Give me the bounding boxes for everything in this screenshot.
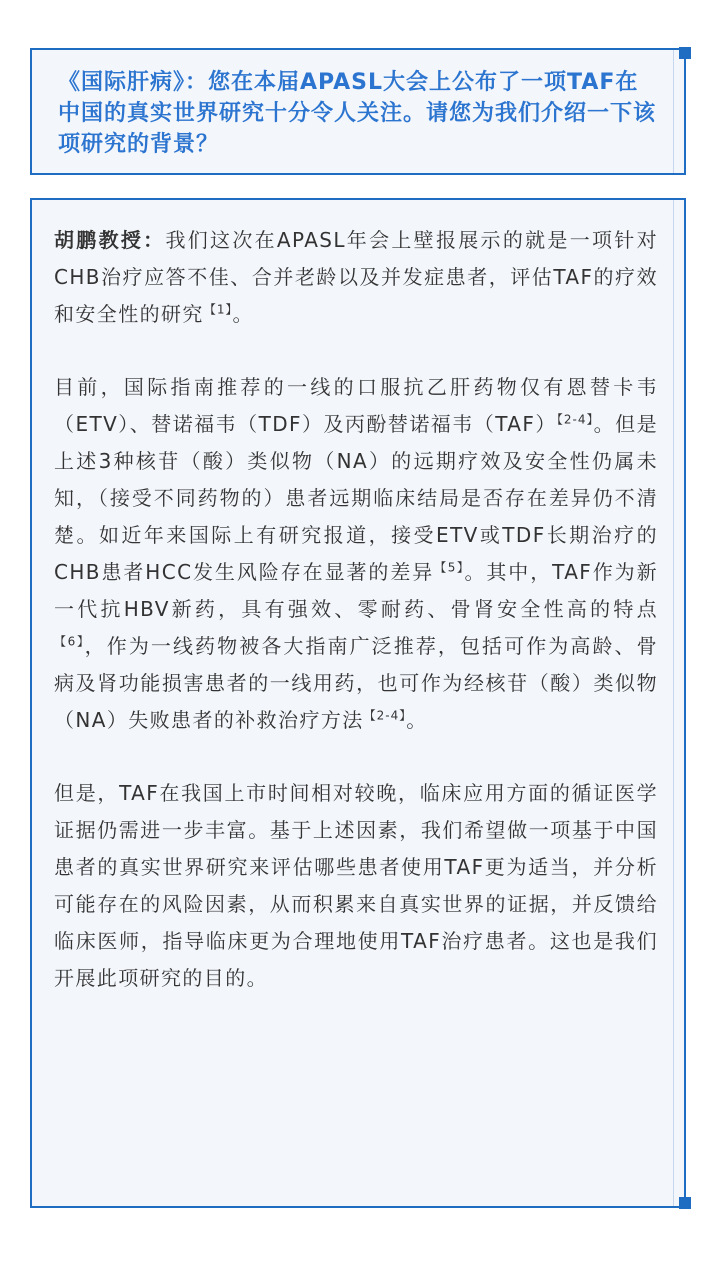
paragraph-text: ，作为一线药物被各大指南广泛推荐，包括可作为高龄、骨病及肾功能损害患者的一线用药，也可作为经核苷（酸）类似物（NA）失败患者的补救治疗方法 <box>54 634 658 732</box>
paragraph-text: 但是，TAF在我国上市时间相对较晚，临床应用方面的循证医学证据仍需进一步丰富。基于上述因素，我们希望做一项基于中国患者的真实世界研究来评估哪些患者使用TAF更为适当，并分析可能存在的风险因素，从而积累来自真实世界的证据，并反馈给临床医师，指导临床更为合理地使用TAF治疗患者。这也是我们开展此项研究的目的。 <box>54 781 658 990</box>
interview-question: 《国际肝病》：您在本届APASL大会上公布了一项TAF在中国的真实世界研究十分令人关注。请您为我们介绍一下该项研究的背景？ <box>58 70 657 157</box>
speaker-name: 胡鹏教授： <box>54 228 166 252</box>
paragraph-text: 我们这次在APASL年会上壁报展示的就是一项针对CHB治疗应答不佳、合并老龄以及并发症患者，评估TAF的疗效和安全性的研究 <box>54 228 658 326</box>
answer-paragraph-2 <box>54 369 658 739</box>
citation-marker: 【2-4】 <box>363 708 407 723</box>
paragraph-text: 。 <box>232 302 254 326</box>
citation-marker: 【6】 <box>54 634 85 649</box>
box-inner-edge <box>673 200 674 1206</box>
answer-paragraph-1 <box>54 222 658 333</box>
paragraph-text: 。但是上述3种核苷（酸）类似物（NA）的远期疗效及安全性仍属未知，（接受不同药物的）患者远期临床结局是否存在差异仍不清楚。如近年来国际上有研究报道，接受ETV或TDF长期治疗的CHB患者HCC发生风险存在显著的差异 <box>54 412 659 584</box>
box-inner-edge <box>673 50 674 173</box>
paragraph-text: 。 <box>406 708 428 732</box>
answer-paragraph-3 <box>54 775 658 997</box>
answer-content <box>54 222 658 1033</box>
answer-box <box>30 198 686 1208</box>
citation-marker: 【5】 <box>434 560 465 575</box>
paragraph-text: 。其中，TAF作为新一代抗HBV新药，具有强效、零耐药、骨肾安全性高的特点 <box>54 560 658 621</box>
citation-marker: 【1】 <box>203 302 233 317</box>
citation-marker: 【2-4】 <box>556 412 594 427</box>
corner-square-decoration <box>679 47 691 59</box>
paragraph-text: 目前，国际指南推荐的一线的口服抗乙肝药物仅有恩替卡韦（ETV）、替诺福韦（TDF）及丙酚替诺福韦（TAF） <box>54 375 658 436</box>
question-box <box>30 48 686 175</box>
corner-square-decoration <box>679 1197 691 1209</box>
